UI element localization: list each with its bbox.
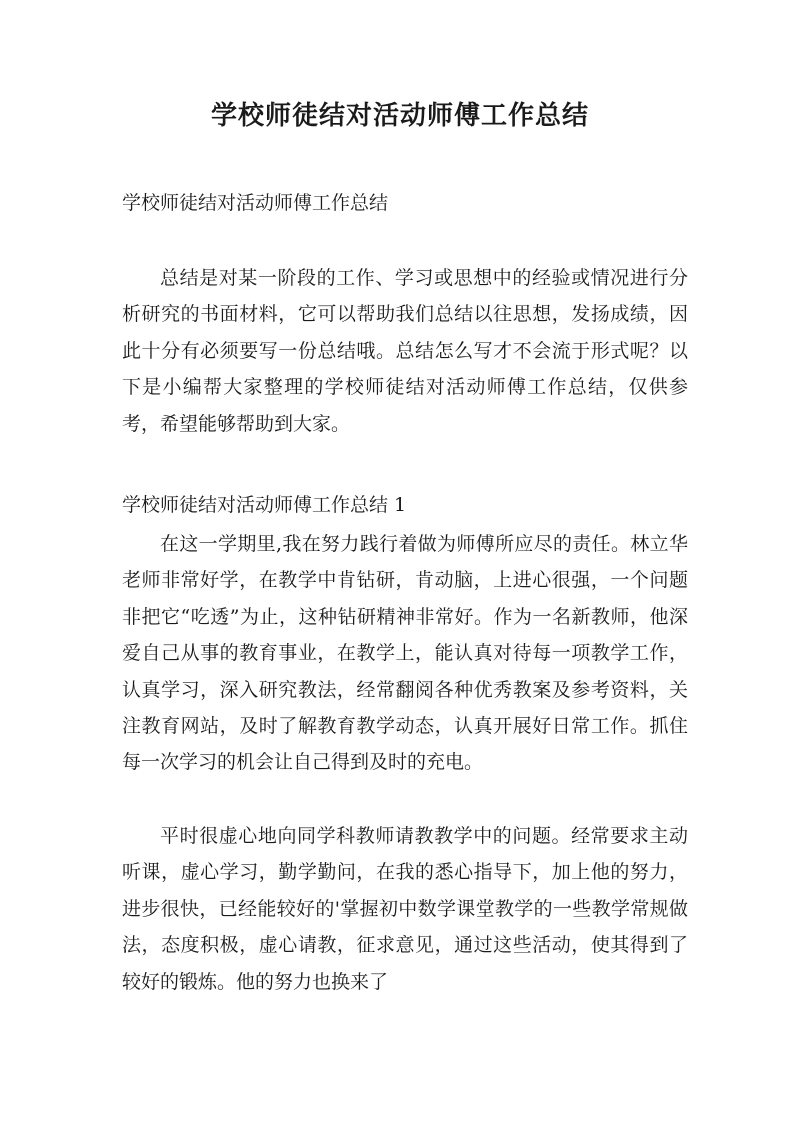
- body-paragraph-1: 在这一学期里,我在努力践行着做为师傅所应尽的责任。林立华老师非常好学，在教学中肯钻研，肯动脑，上进心很强，一个问题非把它“吃透”为止，这种钻研精神非常好。作为一名新教师，他深爱自己从事的教育事业，在教学上，能认真对待每一项教学工作，认真学习，深入研究教法，经常翻阅各种优秀教案及参考资料，关注教育网站，及时了解教育教学动态，认真开展好日常工作。抓住每一次学习的机会让自己得到及时的充电。: [122, 533, 688, 774]
- document-title: 学校师徒结对活动师傅工作总结: [210, 101, 589, 131]
- document-subtitle: 学校师徒结对活动师傅工作总结: [122, 192, 389, 214]
- section-heading: 学校师徒结对活动师傅工作总结 1: [122, 494, 407, 516]
- body-paragraph-2: 平时很虚心地向同学科教师请教教学中的问题。经常要求主动听课，虚心学习，勤学勤问，在我的悉心指导下，加上他的努力，进步很快，已经能较好的'掌握初中数学课堂教学的一些教学常规做法，态度积极，虚心请教，征求意见，通过这些活动，使其得到了较好的锻炼。他的努力也换来了: [122, 825, 688, 993]
- intro-paragraph: 总结是对某一阶段的工作、学习或思想中的经验或情况进行分析研究的书面材料，它可以帮助我们总结以往思想，发扬成绩，因此十分有必须要写一份总结哦。总结怎么写才不会流于形式呢？以下是小编帮大家整理的学校师徒结对活动师傅工作总结，仅供参考，希望能够帮助到大家。: [122, 267, 688, 435]
